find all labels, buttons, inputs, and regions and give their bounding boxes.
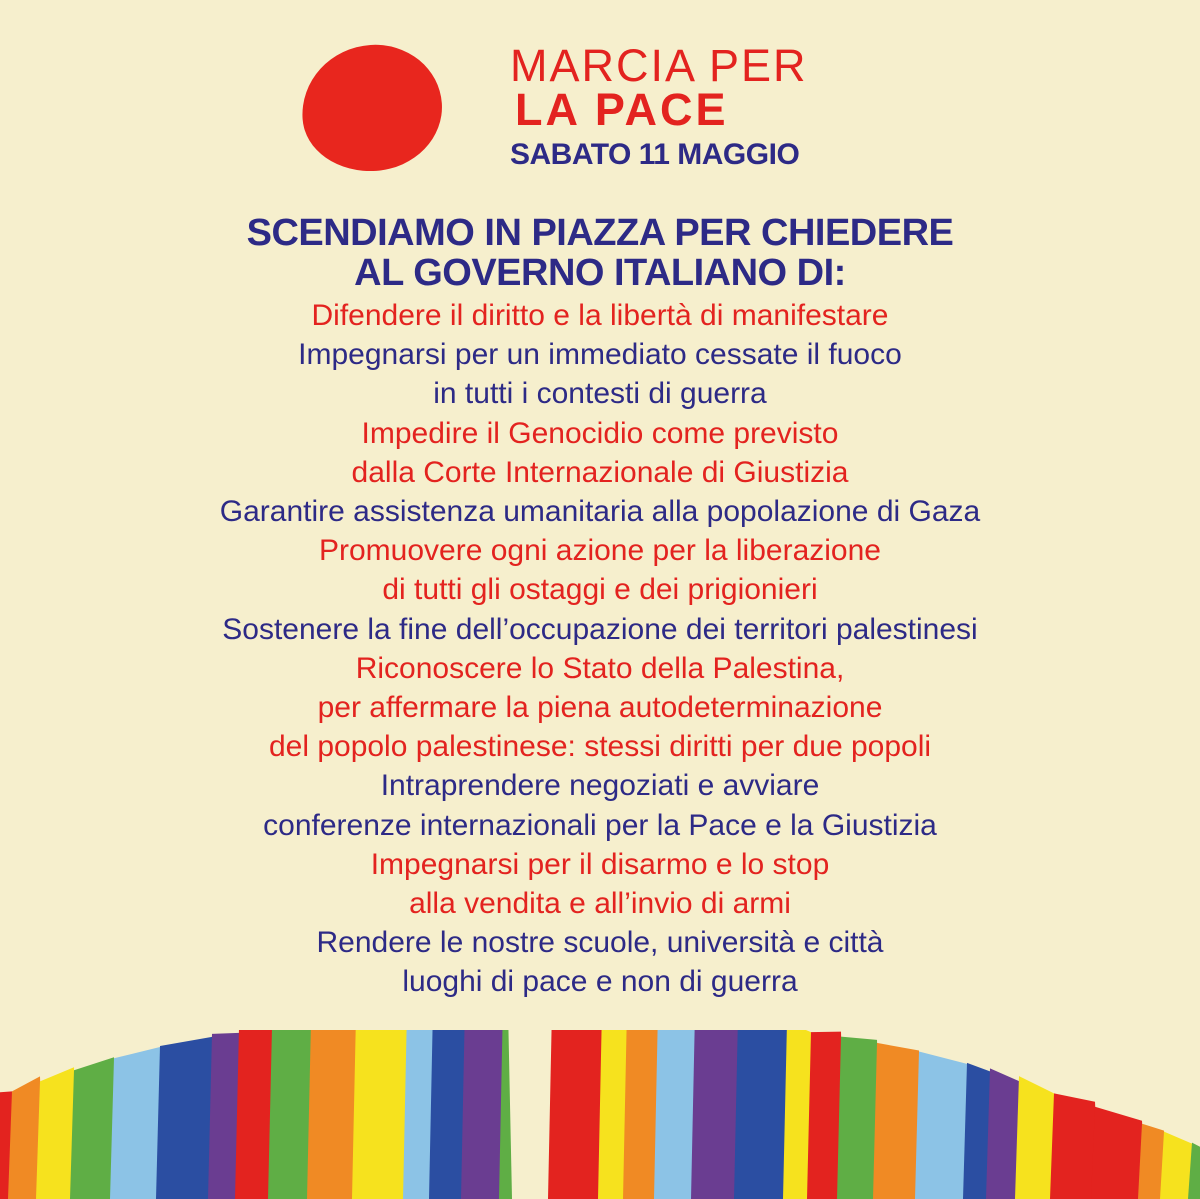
rainbow-stripe (110, 1047, 164, 1199)
demand-line: Garantire assistenza umanitaria alla popolazione di Gaza (219, 495, 981, 529)
demand-line: alla vendita e all’invio di armi (409, 887, 791, 921)
demand-line: in tutti i contesti di guerra (433, 377, 767, 411)
rainbow-stripe (156, 1037, 216, 1199)
demand-line: Promuovere ogni azione per la liberazione (318, 534, 881, 568)
demand-line: Intraprendere negoziati e avviare (380, 769, 820, 803)
demand-line: Sostenere la fine dell’occupazione dei territori palestinesi (222, 612, 978, 646)
event-title-line1: MARCIA PER (510, 40, 808, 91)
rainbow-stripe (691, 1030, 742, 1199)
red-sun-logo (298, 40, 446, 175)
event-header (510, 40, 808, 174)
demand-line: Difendere il diritto e la libertà di manifestare (311, 299, 889, 332)
demand-line: Rendere le nostre scuole, università e città (316, 926, 884, 960)
rainbow-arc-decoration (0, 1030, 1200, 1199)
rainbow-stripe (915, 1052, 971, 1199)
rainbow-stripe (548, 1030, 606, 1199)
demand-line: luoghi di pace e non di guerra (402, 965, 798, 999)
rainbow-stripe (307, 1030, 360, 1199)
rainbow-stripe (352, 1030, 411, 1199)
demand-line: Impegnarsi per il disarmo e lo stop (370, 847, 830, 881)
headline-line2: AL GOVERNO ITALIANO DI: (354, 252, 846, 294)
demand-line: Impegnarsi per un immediato cessate il fuoco (298, 338, 902, 372)
demand-line: Impedire il Genocidio come previsto (361, 416, 839, 450)
headline-line1: SCENDIAMO IN PIAZZA PER CHIEDERE (246, 212, 954, 254)
rainbow-stripe (1091, 1107, 1146, 1199)
event-title-line2: LA PACE (515, 84, 729, 135)
demand-line: del popolo palestinese: stessi diritti per due popoli (268, 730, 932, 764)
rainbow-stripe (873, 1043, 923, 1199)
demands-list (0, 296, 1200, 1002)
event-date: SABATO 11 MAGGIO (510, 138, 800, 171)
rainbow-stripe (734, 1030, 791, 1199)
demand-line: dalla Corte Internazionale di Giustizia (351, 455, 849, 489)
demand-line: Riconoscere lo Stato della Palestina, (355, 651, 845, 685)
rainbow-stripe (1050, 1093, 1099, 1199)
demand-line: di tutti gli ostaggi e dei prigionieri (382, 573, 818, 607)
demand-line: per affermare la piena autodeterminazione (317, 691, 883, 725)
headline (0, 213, 1200, 293)
demand-line: conferenze internazionali per la Pace e la Giustizia (263, 808, 937, 842)
